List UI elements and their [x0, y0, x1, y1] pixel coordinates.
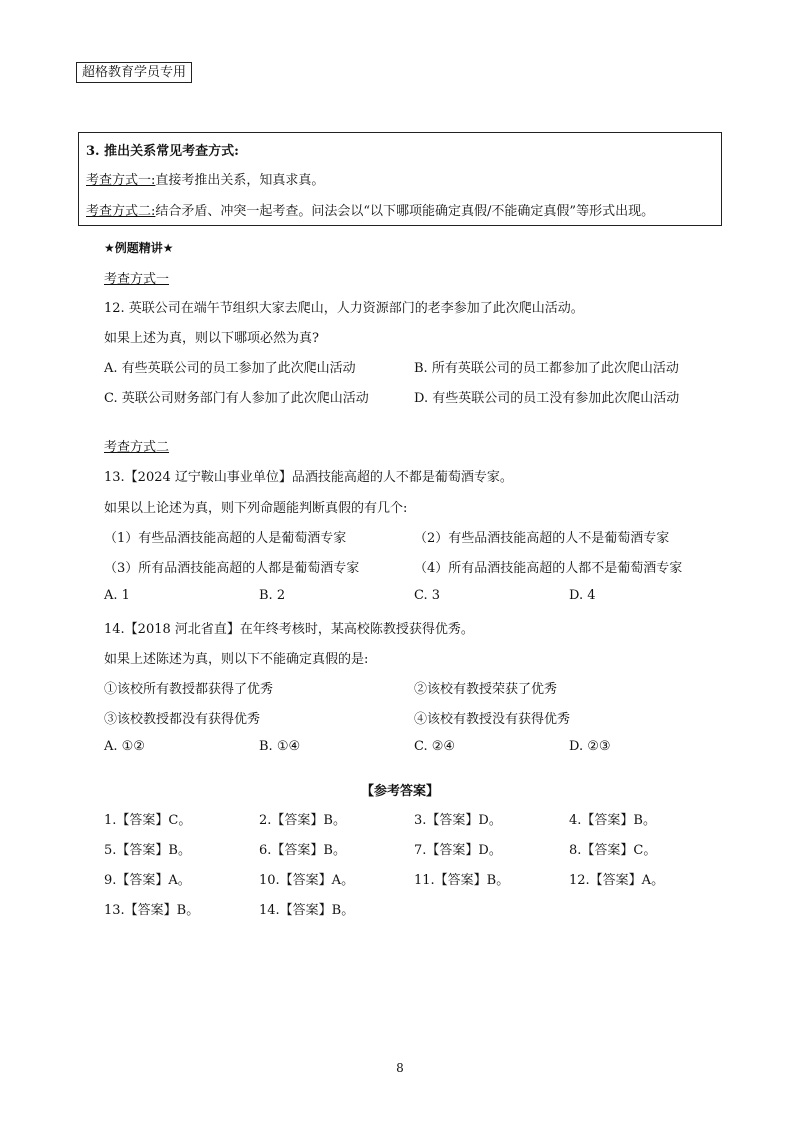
q13-item-3: （3）所有品酒技能高超的人都是葡萄酒专家: [104, 561, 360, 576]
answer-item: 2.【答案】B。: [259, 813, 346, 828]
way1-label: 考查方式一:: [86, 173, 156, 188]
q13-item-2: （2）有些品酒技能高超的人不是葡萄酒专家: [414, 531, 670, 546]
q13-option-a: A. 1: [104, 588, 130, 603]
answer-item: 1.【答案】C。: [104, 813, 192, 828]
note-title: 3. 推出关系常见考查方式:: [86, 144, 239, 159]
q13-stem: 13.【2024 辽宁鞍山事业单位】品酒技能高超的人不都是葡萄酒专家。: [104, 470, 513, 485]
way1-text: 直接考推出关系，知真求真。: [155, 173, 325, 188]
q12-option-c: C. 英联公司财务部门有人参加了此次爬山活动: [104, 391, 369, 406]
q14-option-c: C. ②④: [414, 739, 456, 754]
q14-option-d: D. ②③: [569, 739, 611, 754]
page-number: 8: [396, 1061, 404, 1075]
answer-item: 8.【答案】C。: [569, 843, 657, 858]
answer-item: 4.【答案】B。: [569, 813, 656, 828]
answer-item: 13.【答案】B。: [104, 903, 200, 918]
q12-option-d: D. 有些英联公司的员工没有参加此次爬山活动: [414, 391, 680, 406]
answer-item: 7.【答案】D。: [414, 843, 502, 858]
answers-title: 【参考答案】: [360, 784, 439, 799]
q12-stem: 12. 英联公司在端午节组织大家去爬山，人力资源部门的老李参加了此次爬山活动。: [104, 301, 584, 316]
answer-item: 6.【答案】B。: [259, 843, 346, 858]
q13-option-b: B. 2: [259, 588, 286, 603]
q14-item-1: ①该校所有教授都获得了优秀: [104, 682, 274, 697]
q13-option-c: C. 3: [414, 588, 441, 603]
answer-item: 10.【答案】A。: [259, 873, 355, 888]
q13-ask: 如果以上论述为真，则下列命题能判断真假的有几个:: [104, 501, 408, 516]
answer-item: 9.【答案】A。: [104, 873, 191, 888]
q14-option-a: A. ①②: [104, 739, 145, 754]
way2-heading: 考查方式二: [104, 440, 170, 455]
section-title: ★例题精讲★: [104, 241, 174, 255]
way2-text: 结合矛盾、冲突一起考查。问法会以“以下哪项能确定真假/不能确定真假”等形式出现。: [155, 204, 655, 219]
q12-option-a: A. 有些英联公司的员工参加了此次爬山活动: [104, 361, 356, 376]
q14-ask: 如果上述陈述为真，则以下不能确定真假的是:: [104, 652, 369, 667]
way1-heading: 考查方式一: [104, 272, 170, 287]
answer-item: 14.【答案】B。: [259, 903, 355, 918]
header-tag: 超格教育学员专用: [76, 62, 192, 83]
q12-option-b: B. 所有英联公司的员工都参加了此次爬山活动: [414, 361, 679, 376]
way2-label: 考查方式二:: [86, 204, 156, 219]
q12-ask: 如果上述为真，则以下哪项必然为真?: [104, 331, 319, 346]
q14-item-3: ③该校教授都没有获得优秀: [104, 712, 261, 727]
answer-item: 11.【答案】B。: [414, 873, 510, 888]
q14-stem: 14.【2018 河北省直】在年终考核时，某高校陈教授获得优秀。: [104, 622, 474, 637]
answer-item: 12.【答案】A。: [569, 873, 665, 888]
q13-item-4: （4）所有品酒技能高超的人都不是葡萄酒专家: [414, 561, 683, 576]
answer-item: 3.【答案】D。: [414, 813, 502, 828]
q14-item-2: ②该校有教授荣获了优秀: [414, 682, 558, 697]
note-way1: [86, 169, 324, 188]
answer-item: 5.【答案】B。: [104, 843, 191, 858]
q13-option-d: D. 4: [569, 588, 596, 603]
q14-item-4: ④该校有教授没有获得优秀: [414, 712, 571, 727]
q13-item-1: （1）有些品酒技能高超的人是葡萄酒专家: [104, 531, 347, 546]
q14-option-b: B. ①④: [259, 739, 301, 754]
note-way2: [86, 200, 654, 219]
